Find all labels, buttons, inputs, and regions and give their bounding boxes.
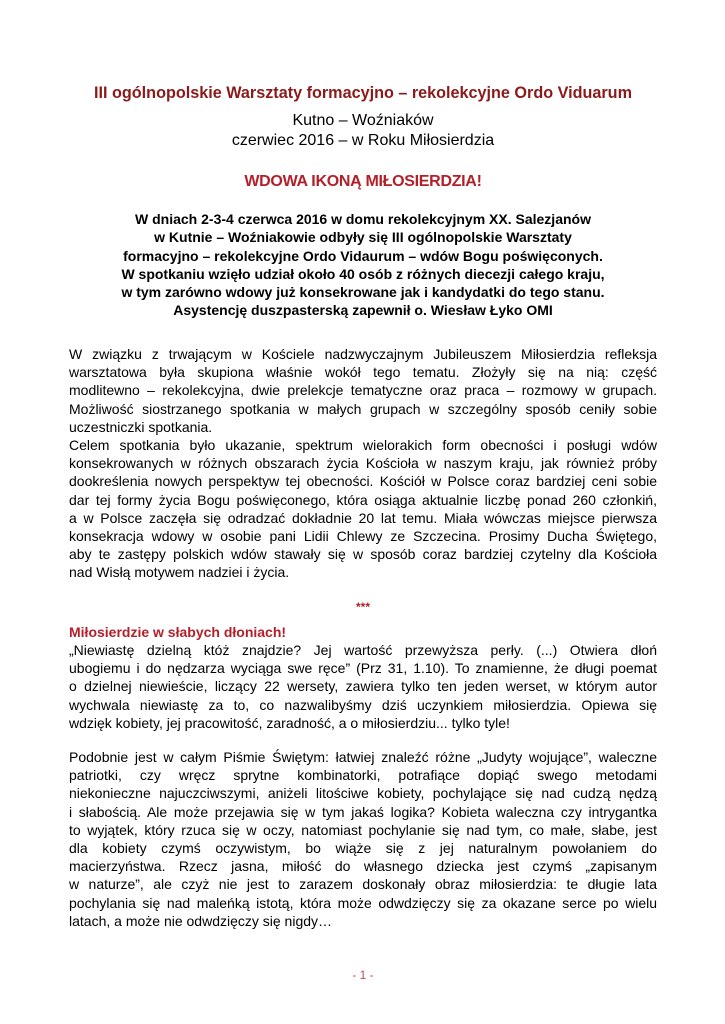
lead-line: w Kutnie – Woźniakowie odbyły się III ogólnopolskie Warsztaty: [154, 229, 572, 246]
paragraph-line: Możliwość siostrzanego spotkania w małych grupach w szczególny sposób ceniły sobie: [69, 400, 657, 417]
page-number: - 1 -: [352, 968, 374, 982]
paragraph-line: aby te zastępy polskich wdów stawały się w sposób coraz bardziej czytelny dla Kościoła: [69, 546, 657, 563]
paragraph-line: Podobnie jest w całym Piśmie Świętym: łatwiej znaleźć różne „Judyty wojujące”, waleczne: [69, 749, 657, 765]
lead-line: Asystencję duszpasterską zapewnił o. Wiesław Łyko OMI: [173, 302, 553, 319]
body-paragraph-3: [69, 641, 657, 732]
body-paragraph-1: [69, 345, 657, 436]
paragraph-line: niekonieczne najuczciwszymi, aniżeli litościwe kobiety, pochylające się nad cudzą nędzą: [69, 785, 657, 802]
event-location: Kutno – Woźniaków: [292, 112, 434, 129]
paragraph-line: latach, a może nie odwdzięczy się nigdy…: [69, 912, 333, 929]
lead-line: w tym zarówno wdowy już konsekrowane jak i kandydatki do tego stanu.: [121, 284, 605, 301]
section-heading: Miłosierdzie w słabych dłoniach!: [69, 624, 287, 640]
body-paragraph-2: [69, 436, 657, 582]
paragraph-line: modlitewno – rekolekcyjna, dwie prelekcje tematyczne oraz praca – rozmowy w grupach.: [69, 382, 657, 399]
paragraph-line: w naturze”, ale czyż nie jest to zarazem doskonały obraz miłosierdzia: te długie lata: [69, 876, 657, 893]
paragraph-line: macierzyństwa. Rzecz jasna, miłość do własnego dziecka jest czymś „zapisanym: [69, 858, 657, 875]
lead-line: W dniach 2-3-4 czerwca 2016 w domu rekolekcyjnym XX. Salezjanów: [135, 211, 591, 227]
paragraph-line: uczestniczki spotkania.: [69, 418, 213, 435]
paragraph-line: a w Polsce zaczęła się odradzać dokładnie 20 lat temu. Miała wówczas miejsce pierwsza: [69, 509, 657, 526]
paragraph-line: dla kobiety czymś oczywistym, bo wiąże się z jej naturalnym powołaniem do: [69, 840, 657, 857]
lead-line: formacyjno – rekolekcyjne Ordo Vidaurum – wdów Bogu poświęconych.: [123, 247, 603, 264]
section-separator: ***: [355, 600, 370, 614]
paragraph-line: dookreślenia nowych perspektyw tej obecności. Kościół w Polsce coraz bardziej ceni sobie: [69, 473, 657, 490]
paragraph-line: konsekracja wdowy w osobie pani Lidii Chlewy ze Szczecina. Prosimy Ducha Świętego,: [69, 528, 657, 545]
paragraph-line: i słabością. Ale może przejawia się w tym jakaś logika? Kobieta waleczna czy intrygantka: [69, 803, 657, 820]
paragraph-line: wychwala niewiastę za to, co nazwalibyśmy dziś uczynkiem miłosierdzia. Opiewa się: [69, 696, 657, 713]
paragraph-line: o dzielnej niewieście, liczący 22 wersety, zawiera tylko ten jeden werset, w którym autor: [69, 678, 657, 695]
paragraph-line: to wyjątek, który rzuca się w oczy, natomiast pochylanie się nad tym, co małe, słabe, jest: [69, 821, 657, 838]
paragraph-line: wdzięk kobiety, jej pracowitość, zaradność, a o miłosierdziu... tylko tyle!: [69, 714, 510, 731]
paragraph-line: nad Wisłą motywem nadziei i życia.: [69, 564, 290, 581]
lead-line: W spotkaniu wzięło udział około 40 osób z różnych diecezji całego kraju,: [121, 265, 605, 282]
paragraph-line: konsekrowanych w różnych obszarach życia Kościoła w naszym kraju, jak również próby: [69, 455, 657, 472]
paragraph-line: patriotki, czy wręcz sprytne kombinatorki, potrafiące dopiąć swego metodami: [69, 767, 657, 784]
paragraph-line: Celem spotkania było ukazanie, spektrum wielorakich form obecności i posługi wdów: [69, 437, 657, 453]
paragraph-line: W związku z trwającym w Kościele nadzwyczajnym Jubileuszem Miłosierdzia refleksja: [69, 346, 657, 362]
article-headline: WDOWA IKONĄ MIŁOSIERDZIA!: [244, 173, 482, 190]
event-date: czerwiec 2016 – w Roku Miłosierdzia: [231, 132, 495, 149]
paragraph-line: „Niewiastę dzielną któż znajdzie? Jej wartość przewyższa perły. (...) Otwiera dłoń: [69, 642, 657, 658]
paragraph-line: warsztatowa była skupiona właśnie wokół tego tematu. Złożyły się na nią: część: [69, 364, 657, 381]
lead-paragraph: [69, 210, 657, 320]
paragraph-line: pochylania się nad maleńką istotą, która może odwdzięczy się za okazane serce po wielu: [69, 894, 657, 911]
paragraph-line: ubogiemu i do nędzarza wyciąga swe ręce” (Prz 31, 1.10). To znamienne, że długi poemat: [69, 660, 657, 677]
document-title: III ogólnopolskie Warsztaty formacyjno – rekolekcyjne Ordo Viduarum: [94, 84, 632, 102]
body-paragraph-4: [69, 748, 657, 930]
paragraph-line: dar tej formy życia Bogu poświęconego, która osiąga aktualnie liczbę ponad 260 członkiń,: [69, 491, 657, 508]
